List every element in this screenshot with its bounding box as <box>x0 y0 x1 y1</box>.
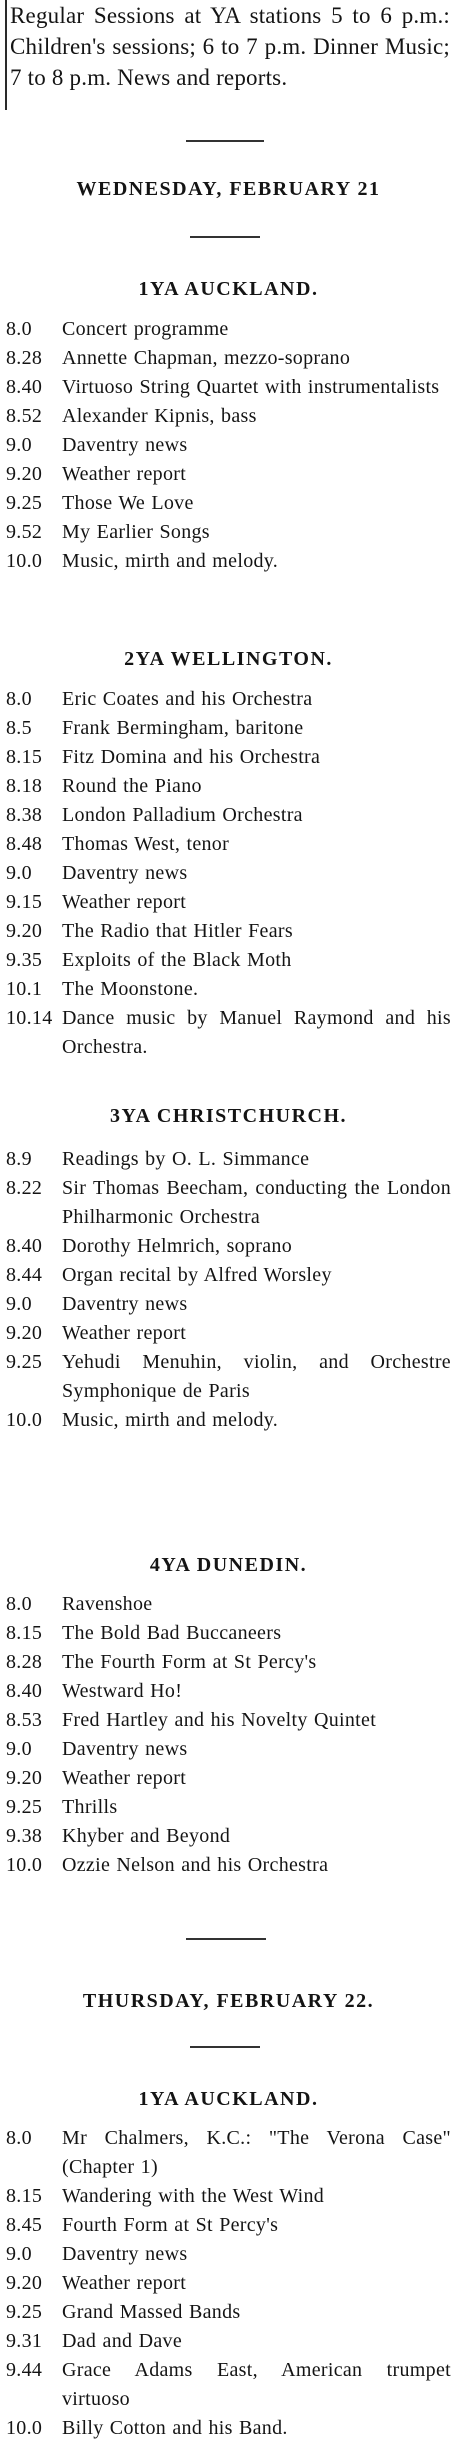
programme-time: 8.0 <box>6 318 32 340</box>
programme-time: 10.0 <box>6 550 43 572</box>
intro-paragraph: Regular Sessions at YA stations 5 to 6 p.m.: Children's sessions; 6 to 7 p.m. Dinner Music; 7 to 8 p.m. News and reports. <box>10 3 450 90</box>
programme-title: Exploits of the Black Moth <box>62 949 292 971</box>
programme-time: 8.18 <box>6 775 43 797</box>
programme-title: Daventry news <box>62 2243 188 2265</box>
programme-item <box>0 1764 457 1793</box>
programme-title: Annette Chapman, mezzo-soprano <box>62 347 351 369</box>
programme-title: Grace Adams East, American trumpet virtuoso <box>62 2359 451 2410</box>
programme-item <box>0 946 457 975</box>
programme-title: Eric Coates and his Orchestra <box>62 688 313 710</box>
programme-item <box>0 975 457 1004</box>
programme-title: Dad and Dave <box>62 2330 182 2352</box>
programme-title: Wandering with the West Wind <box>62 2185 325 2207</box>
programme-title: Westward Ho! <box>62 1680 183 1702</box>
programme-title: Thomas West, tenor <box>62 833 230 855</box>
programme-item <box>0 1348 457 1406</box>
programme-item <box>0 859 457 888</box>
programme-time: 9.25 <box>6 1796 43 1818</box>
programme-title: The Moonstone. <box>62 978 199 1000</box>
programme-item <box>0 1706 457 1735</box>
programme-item <box>0 344 457 373</box>
programme-time: 8.0 <box>6 688 32 710</box>
programme-title: Daventry news <box>62 1293 188 1315</box>
programme-item <box>0 917 457 946</box>
programme-title: Weather report <box>62 2272 187 2294</box>
programme-item <box>0 1648 457 1677</box>
station-programme-3ya <box>0 1145 457 1435</box>
programme-time: 9.25 <box>6 1351 43 1373</box>
programme-item <box>0 460 457 489</box>
programme-item <box>0 2182 457 2211</box>
station-programme-4ya <box>0 1590 457 1880</box>
programme-item <box>0 373 457 402</box>
programme-time: 8.15 <box>6 746 43 768</box>
programme-time: 10.0 <box>6 1409 43 1431</box>
programme-item <box>0 685 457 714</box>
programme-title: Fred Hartley and his Novelty Quintet <box>62 1709 377 1731</box>
programme-time: 8.45 <box>6 2214 43 2236</box>
programme-item <box>0 1677 457 1706</box>
programme-item <box>0 2414 457 2443</box>
station-heading-1ya-thursday: 1YA AUCKLAND. <box>138 2088 319 2110</box>
programme-time: 8.40 <box>6 1680 43 1702</box>
programme-title: London Palladium Orchestra <box>62 804 303 826</box>
programme-title: Yehudi Menuhin, violin, and Orchestre Symphonique de Paris <box>62 1351 451 1402</box>
programme-item <box>0 1261 457 1290</box>
programme-title: Music, mirth and melody. <box>62 1409 279 1431</box>
programme-title: Weather report <box>62 1767 187 1789</box>
programme-item <box>0 431 457 460</box>
station-heading-1ya: 1YA AUCKLAND. <box>138 278 319 300</box>
programme-item <box>0 2124 457 2182</box>
programme-title: Daventry news <box>62 434 188 456</box>
programme-item <box>0 1319 457 1348</box>
station-programme-1ya-thursday <box>0 2124 457 2443</box>
programme-time: 8.0 <box>6 1593 32 1615</box>
programme-item <box>0 743 457 772</box>
programme-item <box>0 1174 457 1232</box>
programme-title: Billy Cotton and his Band. <box>62 2417 288 2439</box>
programme-time: 9.20 <box>6 463 43 485</box>
programme-item <box>0 2327 457 2356</box>
programme-title: Fourth Form at St Percy's <box>62 2214 279 2236</box>
programme-item <box>0 1406 457 1435</box>
separator-rule <box>190 2046 260 2048</box>
programme-item <box>0 1619 457 1648</box>
programme-title: Those We Love <box>62 492 194 514</box>
programme-item <box>0 1822 457 1851</box>
programme-time: 9.0 <box>6 862 32 884</box>
programme-title: The Bold Bad Buccaneers <box>62 1622 282 1644</box>
programme-title: Ozzie Nelson and his Orchestra <box>62 1854 329 1876</box>
programme-time: 9.0 <box>6 1293 32 1315</box>
programme-title: Sir Thomas Beecham, conducting the London Philharmonic Orchestra <box>62 1177 451 1228</box>
programme-time: 8.5 <box>6 717 32 739</box>
separator-rule <box>186 140 264 142</box>
programme-time: 9.20 <box>6 920 43 942</box>
programme-time: 8.52 <box>6 405 43 427</box>
programme-title: Daventry news <box>62 862 188 884</box>
programme-title: The Radio that Hitler Fears <box>62 920 293 942</box>
programme-item <box>0 2269 457 2298</box>
programme-item <box>0 888 457 917</box>
programme-title: Weather report <box>62 891 187 913</box>
programme-title: Dorothy Helmrich, soprano <box>62 1235 293 1257</box>
programme-time: 8.9 <box>6 1148 32 1170</box>
programme-item <box>0 2298 457 2327</box>
programme-time: 8.15 <box>6 2185 43 2207</box>
programme-time: 8.40 <box>6 376 43 398</box>
programme-time: 10.0 <box>6 2417 43 2439</box>
programme-title: Organ recital by Alfred Worsley <box>62 1264 332 1286</box>
programme-time: 9.31 <box>6 2330 43 2352</box>
programme-time: 8.22 <box>6 1177 43 1199</box>
programme-time: 8.40 <box>6 1235 43 1257</box>
programme-time: 8.0 <box>6 2127 32 2149</box>
programme-item <box>0 518 457 547</box>
programme-item <box>0 1590 457 1619</box>
programme-item <box>0 1793 457 1822</box>
programme-time: 8.53 <box>6 1709 43 1731</box>
programme-title: Daventry news <box>62 1738 188 1760</box>
programme-item <box>0 1145 457 1174</box>
programme-time: 9.52 <box>6 521 43 543</box>
programme-item <box>0 801 457 830</box>
programme-time: 9.44 <box>6 2359 43 2381</box>
day-heading-thursday: THURSDAY, FEBRUARY 22. <box>82 1990 375 2012</box>
programme-item <box>0 402 457 431</box>
programme-item <box>0 2356 457 2414</box>
programme-time: 9.0 <box>6 1738 32 1760</box>
station-programme-2ya <box>0 685 457 1062</box>
programme-item <box>0 489 457 518</box>
separator-rule <box>186 1938 266 1940</box>
programme-title: Thrills <box>62 1796 118 1818</box>
programme-title: Concert programme <box>62 318 229 340</box>
programme-time: 10.14 <box>6 1007 53 1029</box>
programme-item <box>0 315 457 344</box>
programme-time: 9.0 <box>6 434 32 456</box>
programme-title: Readings by O. L. Simmance <box>62 1148 310 1170</box>
programme-title: Ravenshoe <box>62 1593 153 1615</box>
programme-item <box>0 2211 457 2240</box>
programme-title: My Earlier Songs <box>62 521 210 543</box>
programme-time: 9.25 <box>6 492 43 514</box>
programme-time: 8.28 <box>6 1651 43 1673</box>
programme-time: 10.0 <box>6 1854 43 1876</box>
programme-item <box>0 830 457 859</box>
programme-time: 9.20 <box>6 1767 43 1789</box>
programme-title: Virtuoso String Quartet with instrumentalists <box>62 376 440 398</box>
programme-time: 10.1 <box>6 978 43 1000</box>
station-programme-1ya <box>0 315 457 576</box>
programme-time: 9.15 <box>6 891 43 913</box>
station-heading-4ya: 4YA DUNEDIN. <box>149 1554 308 1576</box>
programme-time: 9.35 <box>6 949 43 971</box>
programme-item <box>0 2240 457 2269</box>
programme-item <box>0 547 457 576</box>
day-heading-wednesday: WEDNESDAY, FEBRUARY 21 <box>76 178 381 200</box>
programme-title: Fitz Domina and his Orchestra <box>62 746 321 768</box>
programme-title: Weather report <box>62 1322 187 1344</box>
separator-rule <box>190 236 260 238</box>
programme-time: 8.44 <box>6 1264 43 1286</box>
programme-title: Khyber and Beyond <box>62 1825 231 1847</box>
programme-title: The Fourth Form at St Percy's <box>62 1651 317 1673</box>
programme-time: 9.38 <box>6 1825 43 1847</box>
programme-title: Mr Chalmers, K.C.: "The Verona Case" (Chapter 1) <box>62 2127 451 2178</box>
programme-item <box>0 772 457 801</box>
programme-title: Alexander Kipnis, bass <box>62 405 257 427</box>
programme-title: Weather report <box>62 463 187 485</box>
programme-time: 8.38 <box>6 804 43 826</box>
station-heading-2ya: 2YA WELLINGTON. <box>124 648 333 670</box>
programme-title: Frank Bermingham, baritone <box>62 717 304 739</box>
programme-item <box>0 1232 457 1261</box>
programme-title: Music, mirth and melody. <box>62 550 279 572</box>
programme-time: 8.15 <box>6 1622 43 1644</box>
programme-time: 9.20 <box>6 2272 43 2294</box>
programme-time: 9.20 <box>6 1322 43 1344</box>
programme-title: Grand Massed Bands <box>62 2301 241 2323</box>
programme-time: 9.0 <box>6 2243 32 2265</box>
programme-item <box>0 1004 457 1062</box>
programme-item <box>0 1735 457 1764</box>
programme-time: 9.25 <box>6 2301 43 2323</box>
programme-item <box>0 714 457 743</box>
programme-item <box>0 1290 457 1319</box>
box-border <box>5 0 7 110</box>
programme-item <box>0 1851 457 1880</box>
programme-time: 8.48 <box>6 833 43 855</box>
programme-time: 8.28 <box>6 347 43 369</box>
programme-title: Dance music by Manuel Raymond and his Orchestra. <box>62 1007 451 1058</box>
station-heading-3ya: 3YA CHRISTCHURCH. <box>109 1105 348 1127</box>
programme-title: Round the Piano <box>62 775 202 797</box>
